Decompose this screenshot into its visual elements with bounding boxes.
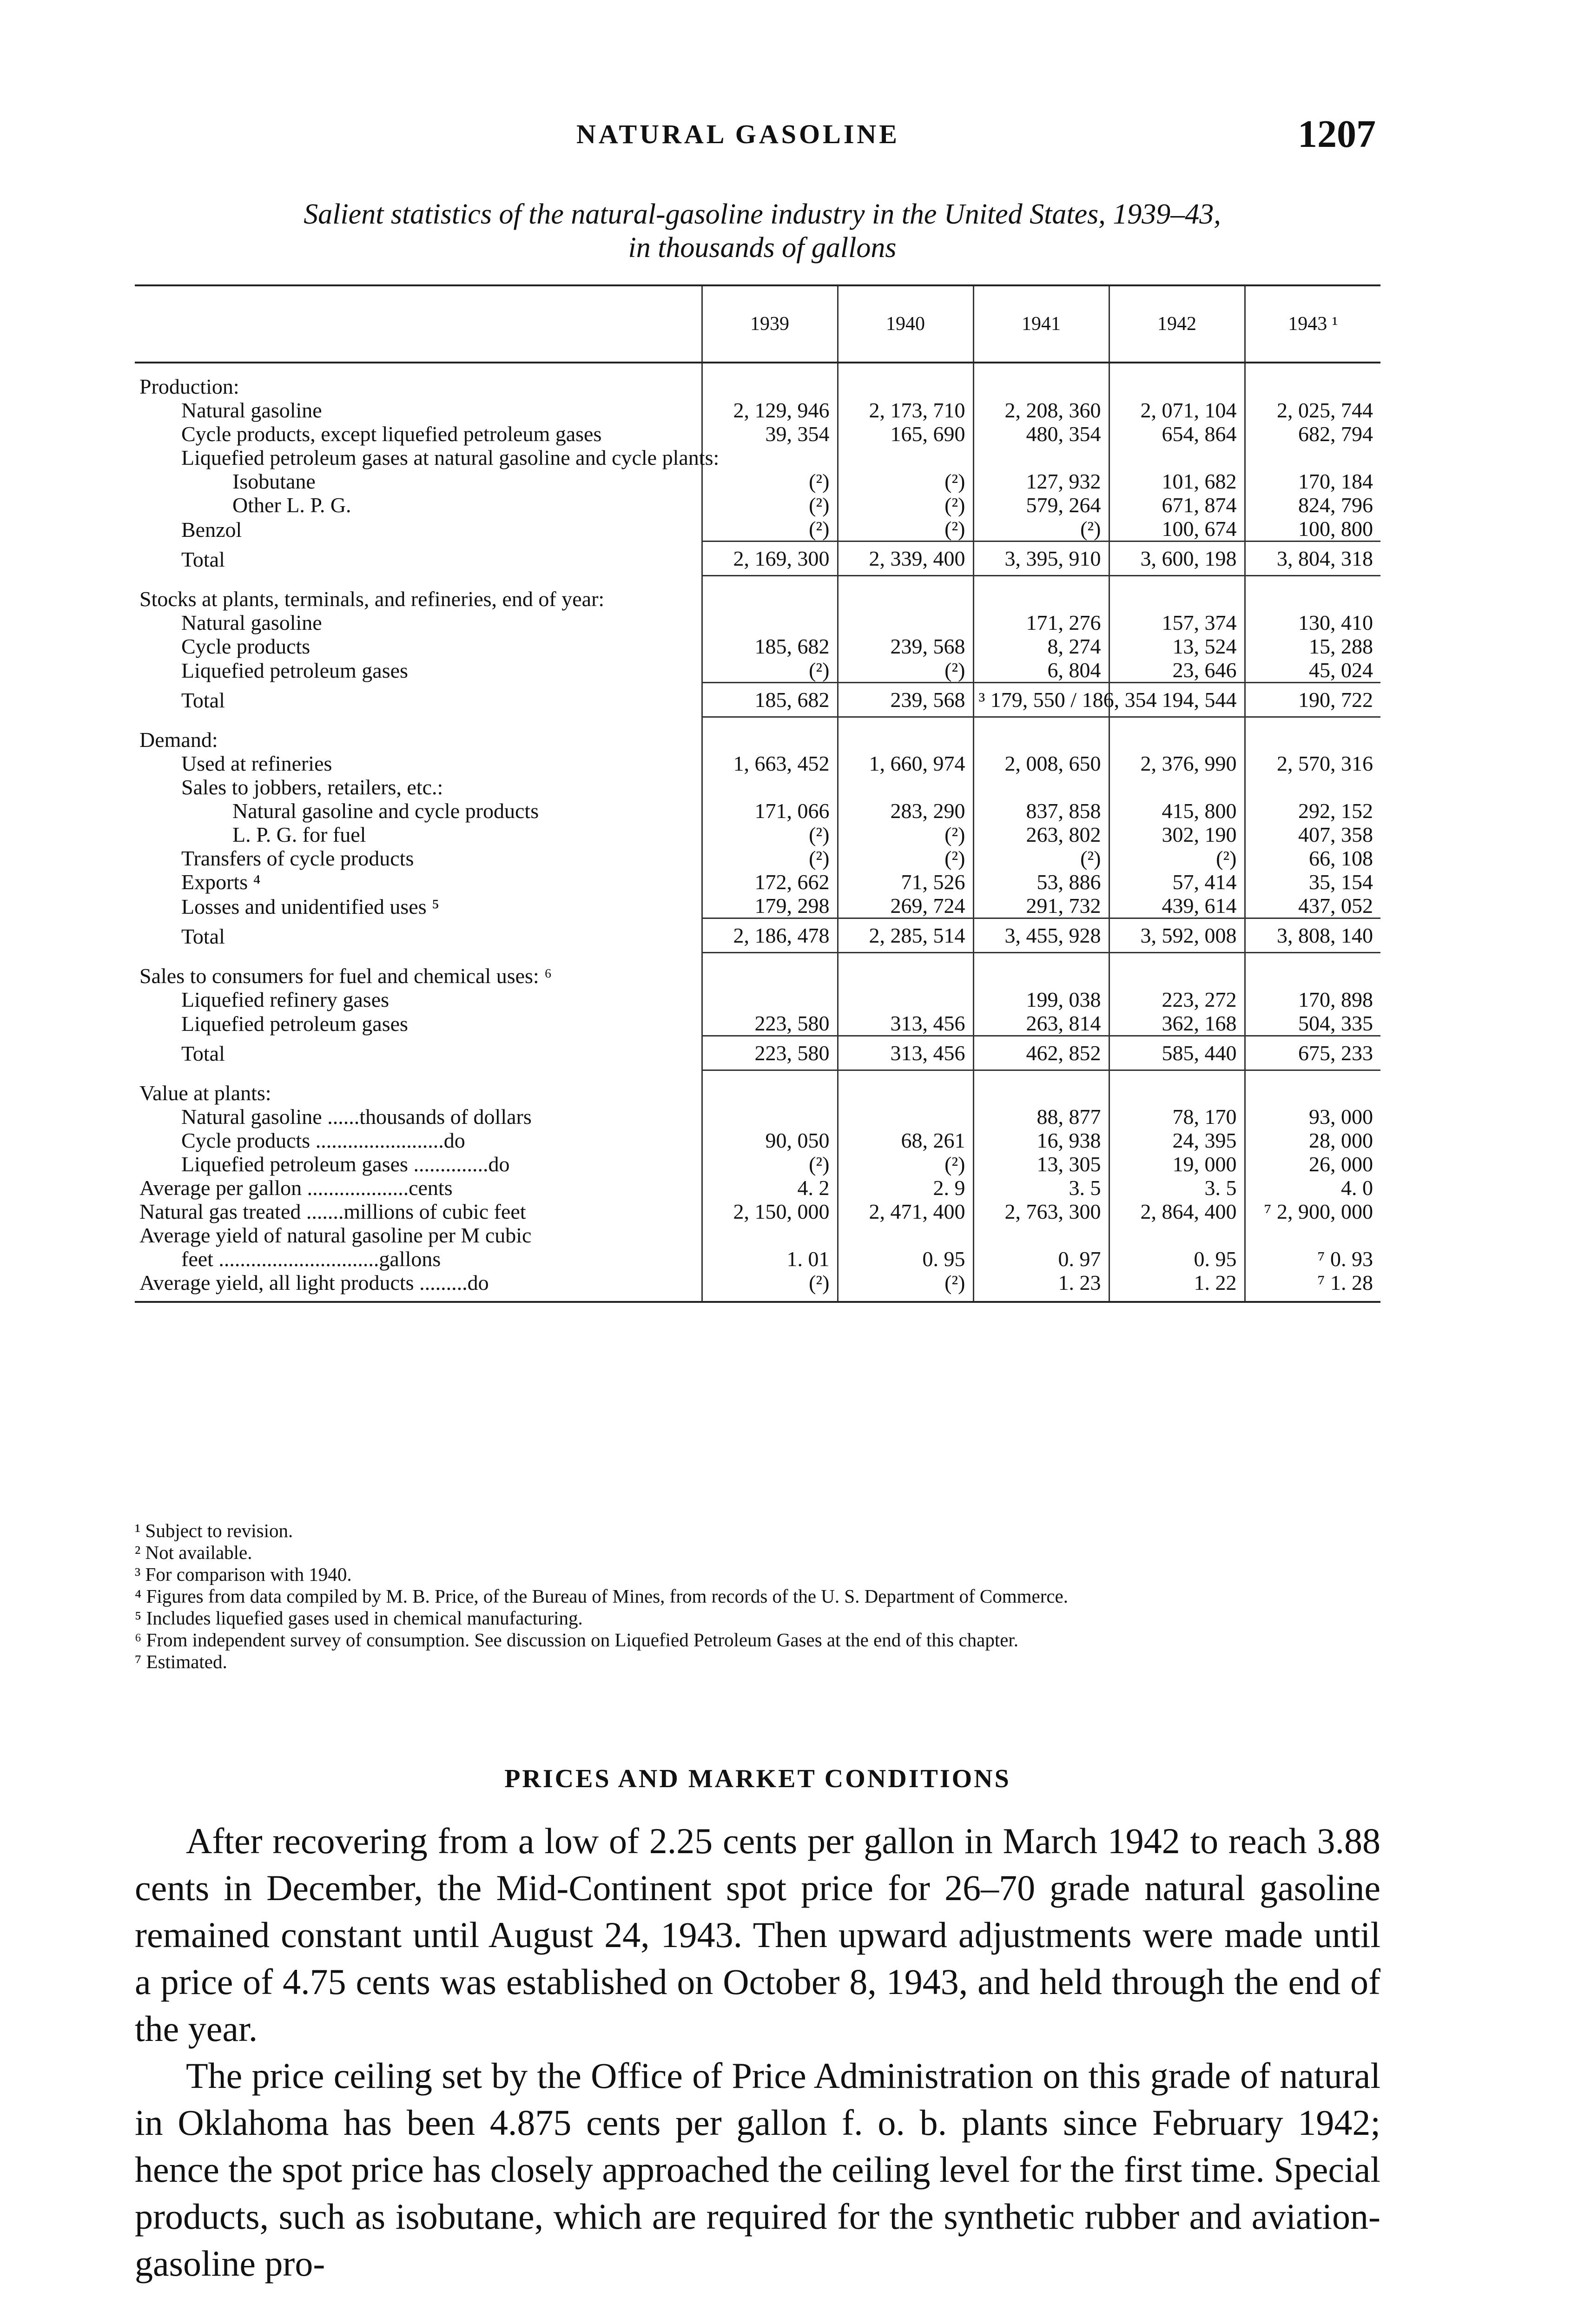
table-cell: 1. 23 — [973, 1271, 1109, 1302]
table-cell: 2, 173, 710 — [838, 398, 973, 422]
table-cell: (²) — [1109, 846, 1245, 870]
table-cell: 66, 108 — [1245, 846, 1380, 870]
row-label: Cycle products ........................do — [181, 1129, 465, 1152]
section-heading-row — [135, 576, 1380, 611]
total-cell: 2, 186, 478 — [702, 918, 838, 953]
total-label: Total — [181, 924, 225, 948]
table-row — [135, 611, 1380, 634]
row-label: Other L. P. G. — [232, 493, 351, 517]
section-heading-cell: Sales to consumers for fuel and chemical uses: ⁶ — [139, 964, 552, 988]
table-cell: 1, 663, 452 — [702, 752, 838, 775]
row-label: Average per gallon ...................cents — [139, 1176, 453, 1200]
table-cell — [838, 446, 973, 469]
row-label: L. P. G. for fuel — [232, 823, 366, 846]
table-cell: 179, 298 — [702, 894, 838, 918]
table-cell — [973, 775, 1109, 799]
table-cell-empty — [838, 717, 973, 752]
row-label: Sales to jobbers, retailers, etc.: — [181, 775, 443, 799]
table-cell: 78, 170 — [1109, 1105, 1245, 1129]
row-label: Cycle products, except liquefied petroleum gases — [181, 422, 602, 446]
section-heading-row — [135, 363, 1380, 398]
footnote: ² Not available. — [135, 1542, 252, 1563]
footnote: ¹ Subject to revision. — [135, 1520, 293, 1541]
row-label: Benzol — [181, 517, 242, 541]
table-cell-empty — [1245, 363, 1380, 398]
table-cell — [838, 988, 973, 1011]
table-body — [135, 363, 1380, 1302]
table-cell-empty — [1109, 363, 1245, 398]
total-cell: 194, 544 — [1109, 682, 1245, 717]
table-row — [135, 823, 1380, 846]
table-cell: 2, 763, 300 — [973, 1200, 1109, 1223]
table-cell: 2, 471, 400 — [838, 1200, 973, 1223]
table-cell-empty — [1109, 576, 1245, 611]
footnote: ⁴ Figures from data compiled by M. B. Price, of the Bureau of Mines, from records of the U. S. Department of Commerce. — [135, 1585, 1068, 1607]
total-cell: 313, 456 — [838, 1036, 973, 1070]
table-row — [135, 1152, 1380, 1176]
table-cell: 480, 354 — [973, 422, 1109, 446]
total-row — [135, 918, 1380, 953]
table-cell-empty — [973, 363, 1109, 398]
table-cell — [1109, 1223, 1245, 1247]
table-cell: 130, 410 — [1245, 611, 1380, 634]
total-row — [135, 1036, 1380, 1070]
table-cell: (²) — [702, 469, 838, 493]
table-cell-empty — [702, 363, 838, 398]
table-cell: 100, 800 — [1245, 517, 1380, 541]
section-heading-cell: Stocks at plants, terminals, and refineries, end of year: — [139, 587, 605, 611]
table-cell — [1109, 446, 1245, 469]
table-cell: 15, 288 — [1245, 634, 1380, 658]
footnote: ⁵ Includes liquefied gases used in chemical manufacturing. — [135, 1607, 583, 1629]
table-cell: 3. 5 — [973, 1176, 1109, 1200]
table-cell: 39, 354 — [702, 422, 838, 446]
table-cell-empty — [1109, 717, 1245, 752]
table-row — [135, 1176, 1380, 1200]
table-cell: 504, 335 — [1245, 1011, 1380, 1036]
row-label: feet ..............................gallons — [181, 1247, 441, 1271]
table-cell: (²) — [702, 823, 838, 846]
table-cell: 263, 814 — [973, 1011, 1109, 1036]
table-cell-empty — [702, 717, 838, 752]
total-row — [135, 541, 1380, 576]
body-text — [135, 1817, 1380, 2287]
table-cell: 291, 732 — [973, 894, 1109, 918]
table-cell: 8, 274 — [973, 634, 1109, 658]
row-label: Used at refineries — [181, 752, 332, 775]
table-cell — [702, 775, 838, 799]
table-cell — [973, 1223, 1109, 1247]
table-cell: 2, 376, 990 — [1109, 752, 1245, 775]
table-cell: (²) — [838, 517, 973, 541]
table-row — [135, 1011, 1380, 1036]
table-cell: 6, 804 — [973, 658, 1109, 683]
table-cell: 439, 614 — [1109, 894, 1245, 918]
table-cell: 185, 682 — [702, 634, 838, 658]
table-row — [135, 446, 1380, 469]
table-cell — [702, 1105, 838, 1129]
table-row — [135, 894, 1380, 918]
row-label: Liquefied petroleum gases ..............do — [181, 1152, 510, 1176]
table-cell: (²) — [702, 493, 838, 517]
total-cell: 185, 682 — [702, 682, 838, 717]
row-label: Losses and unidentified uses ⁵ — [181, 894, 440, 918]
section-heading-cell: Demand: — [139, 728, 218, 752]
table-cell: 170, 184 — [1245, 469, 1380, 493]
table-cell: 71, 526 — [838, 870, 973, 894]
table-row — [135, 752, 1380, 775]
table-cell: 57, 414 — [1109, 870, 1245, 894]
table-cell — [838, 611, 973, 634]
table-row — [135, 846, 1380, 870]
table-row — [135, 870, 1380, 894]
table-cell: 415, 800 — [1109, 799, 1245, 823]
row-label: Natural gasoline ......thousands of dollars — [181, 1105, 532, 1129]
table-cell: 45, 024 — [1245, 658, 1380, 683]
table-cell: 13, 524 — [1109, 634, 1245, 658]
table-header-row — [135, 285, 1380, 363]
table-cell-empty — [1109, 953, 1245, 988]
table-cell: (²) — [838, 469, 973, 493]
table-cell: 165, 690 — [838, 422, 973, 446]
caption-line-1: Salient statistics of the natural-gasoline industry in the United States, 1939–43, — [304, 198, 1221, 230]
table-cell: 407, 358 — [1245, 823, 1380, 846]
total-cell: 3, 395, 910 — [973, 541, 1109, 576]
total-cell: 462, 852 — [973, 1036, 1109, 1070]
table-row — [135, 658, 1380, 683]
table-cell: 263, 802 — [973, 823, 1109, 846]
table-cell — [1245, 775, 1380, 799]
table-cell-empty — [838, 1070, 973, 1105]
table-row — [135, 775, 1380, 799]
table-cell-empty — [838, 576, 973, 611]
total-cell: 675, 233 — [1245, 1036, 1380, 1070]
table-cell: (²) — [838, 493, 973, 517]
total-cell: 3, 808, 140 — [1245, 918, 1380, 953]
table-cell-empty — [973, 717, 1109, 752]
table-caption — [135, 198, 1390, 264]
column-header-year: 1942 — [1109, 285, 1245, 363]
table-cell: 824, 796 — [1245, 493, 1380, 517]
row-label: Natural gasoline — [181, 610, 322, 634]
row-label: Transfers of cycle products — [181, 846, 414, 870]
table-cell: 223, 272 — [1109, 988, 1245, 1011]
table-cell: 223, 580 — [702, 1011, 838, 1036]
table-cell — [838, 1105, 973, 1129]
table-row — [135, 422, 1380, 446]
total-cell: 3, 804, 318 — [1245, 541, 1380, 576]
row-label: Natural gasoline and cycle products — [232, 799, 539, 823]
table-cell: 26, 000 — [1245, 1152, 1380, 1176]
table-cell: 283, 290 — [838, 799, 973, 823]
table-cell: (²) — [973, 517, 1109, 541]
table-cell-empty — [1245, 953, 1380, 988]
table-cell: (²) — [838, 1271, 973, 1302]
total-cell: 585, 440 — [1109, 1036, 1245, 1070]
statistics-table — [135, 284, 1380, 1303]
table-cell: 1. 01 — [702, 1247, 838, 1271]
section-heading-row — [135, 717, 1380, 752]
footnote: ⁷ Estimated. — [135, 1651, 227, 1672]
total-row — [135, 682, 1380, 717]
table-row — [135, 1200, 1380, 1223]
row-label: Exports ⁴ — [181, 870, 261, 894]
table-row — [135, 634, 1380, 658]
table-cell: 2, 864, 400 — [1109, 1200, 1245, 1223]
table-cell: (²) — [973, 846, 1109, 870]
table-cell: 2, 570, 316 — [1245, 752, 1380, 775]
table-cell: 2, 208, 360 — [973, 398, 1109, 422]
table-row — [135, 398, 1380, 422]
table-cell — [838, 1223, 973, 1247]
table-row — [135, 1223, 1380, 1247]
table-cell: 101, 682 — [1109, 469, 1245, 493]
table-cell: 199, 038 — [973, 988, 1109, 1011]
table-cell: 0. 95 — [838, 1247, 973, 1271]
table-cell-empty — [1245, 576, 1380, 611]
table-cell: 35, 154 — [1245, 870, 1380, 894]
table-cell: 2, 008, 650 — [973, 752, 1109, 775]
table-row — [135, 493, 1380, 517]
table-cell — [1245, 446, 1380, 469]
footnote: ³ For comparison with 1940. — [135, 1564, 352, 1585]
table-cell: ⁷ 1. 28 — [1245, 1271, 1380, 1302]
footnotes — [135, 1520, 1380, 1673]
column-header-year: 1939 — [702, 285, 838, 363]
table-cell: 23, 646 — [1109, 658, 1245, 683]
table-cell — [973, 446, 1109, 469]
total-cell: 239, 568 — [838, 682, 973, 717]
table-cell — [1109, 775, 1245, 799]
table-row — [135, 799, 1380, 823]
table-cell: 2, 071, 104 — [1109, 398, 1245, 422]
table-cell — [702, 446, 838, 469]
table-cell-empty — [702, 576, 838, 611]
table-cell: 1, 660, 974 — [838, 752, 973, 775]
table-cell-empty — [702, 1070, 838, 1105]
table-cell — [702, 1223, 838, 1247]
table-cell: 13, 305 — [973, 1152, 1109, 1176]
table-cell-empty — [973, 953, 1109, 988]
table-cell — [838, 775, 973, 799]
table-cell: 170, 898 — [1245, 988, 1380, 1011]
paragraph: The price ceiling set by the Office of Price Administration on this grade of natural in Oklahoma has been 4.875 cents per gallon f. o. b. plants since February 1942; hence the spot price has closely approached the ceiling level for the first time. Special products, such as isobutane, which are required for the synthetic rubber and aviation-gasoline pro- — [135, 2055, 1380, 2284]
table-cell: 100, 674 — [1109, 517, 1245, 541]
table-cell: 313, 456 — [838, 1011, 973, 1036]
row-label: Liquefied refinery gases — [181, 987, 390, 1011]
section-heading: PRICES AND MARKET CONDITIONS — [504, 1764, 1011, 1793]
table-cell: (²) — [838, 846, 973, 870]
total-cell: 3, 455, 928 — [973, 918, 1109, 953]
section-heading-cell: Production: — [139, 375, 239, 398]
table-cell: 302, 190 — [1109, 823, 1245, 846]
table-cell: (²) — [838, 1152, 973, 1176]
total-label: Total — [181, 688, 225, 712]
table-cell-empty — [1109, 1070, 1245, 1105]
footnote: ⁶ From independent survey of consumption. See discussion on Liquefied Petroleum Gases at the end of this chapter. — [135, 1629, 1019, 1651]
table-cell: 28, 000 — [1245, 1129, 1380, 1152]
table-row — [135, 1271, 1380, 1302]
row-label: Isobutane — [232, 469, 316, 493]
table-cell-empty — [838, 363, 973, 398]
table-cell: (²) — [702, 517, 838, 541]
table-cell: 172, 662 — [702, 870, 838, 894]
table-cell-empty — [973, 576, 1109, 611]
running-head: NATURAL GASOLINE — [576, 119, 900, 149]
table-cell — [702, 611, 838, 634]
table-cell: 654, 864 — [1109, 422, 1245, 446]
row-label: Liquefied petroleum gases at natural gasoline and cycle plants: — [181, 446, 720, 469]
section-heading-row — [135, 1070, 1380, 1105]
column-header-label — [135, 285, 702, 363]
table-cell: 362, 168 — [1109, 1011, 1245, 1036]
total-cell: 2, 339, 400 — [838, 541, 973, 576]
section-heading-row — [135, 953, 1380, 988]
table-cell: (²) — [838, 823, 973, 846]
table-cell: 19, 000 — [1109, 1152, 1245, 1176]
table-cell: 2, 129, 946 — [702, 398, 838, 422]
column-header-year: 1943 ¹ — [1245, 285, 1380, 363]
row-label: Natural gas treated .......millions of cubic feet — [139, 1200, 526, 1223]
table-cell: (²) — [838, 658, 973, 683]
table-row — [135, 988, 1380, 1011]
table-cell: 671, 874 — [1109, 493, 1245, 517]
table-cell: 4. 0 — [1245, 1176, 1380, 1200]
table-cell-empty — [1245, 1070, 1380, 1105]
table-cell-empty — [838, 953, 973, 988]
total-cell: 3, 592, 008 — [1109, 918, 1245, 953]
total-label: Total — [181, 1042, 225, 1065]
table-cell: ⁷ 2, 900, 000 — [1245, 1200, 1380, 1223]
row-label: Average yield, all light products .........do — [135, 1271, 702, 1302]
table-row — [135, 1129, 1380, 1152]
total-cell: 223, 580 — [702, 1036, 838, 1070]
table-cell: 171, 276 — [973, 611, 1109, 634]
table-cell: 4. 2 — [702, 1176, 838, 1200]
column-header-year: 1941 — [973, 285, 1109, 363]
table-row — [135, 517, 1380, 541]
table-cell: 0. 97 — [973, 1247, 1109, 1271]
row-label: Average yield of natural gasoline per M cubic — [139, 1223, 532, 1247]
total-cell: 190, 722 — [1245, 682, 1380, 717]
page-number: 1207 — [1298, 112, 1376, 156]
total-cell: ³ 179, 550 / 186, 354 — [973, 682, 1109, 717]
table-cell: 682, 794 — [1245, 422, 1380, 446]
table-cell: 127, 932 — [973, 469, 1109, 493]
table-cell: 93, 000 — [1245, 1105, 1380, 1129]
table-cell: 1. 22 — [1109, 1271, 1245, 1302]
total-cell: 3, 600, 198 — [1109, 541, 1245, 576]
table-cell: ⁷ 0. 93 — [1245, 1247, 1380, 1271]
table-cell: 437, 052 — [1245, 894, 1380, 918]
total-label: Total — [181, 547, 225, 571]
column-header-year: 1940 — [838, 285, 973, 363]
total-cell: 2, 285, 514 — [838, 918, 973, 953]
table-cell: 2, 025, 744 — [1245, 398, 1380, 422]
table-cell-empty — [1245, 717, 1380, 752]
caption-line-2: in thousands of gallons — [628, 232, 897, 264]
row-label: Liquefied petroleum gases — [181, 1012, 408, 1036]
table-cell: 2, 150, 000 — [702, 1200, 838, 1223]
table-cell — [702, 988, 838, 1011]
row-label: Liquefied petroleum gases — [181, 659, 408, 682]
table-cell: 68, 261 — [838, 1129, 973, 1152]
table-cell: 16, 938 — [973, 1129, 1109, 1152]
table-cell: 239, 568 — [838, 634, 973, 658]
table-cell: 90, 050 — [702, 1129, 838, 1152]
table-cell: 53, 886 — [973, 870, 1109, 894]
table-cell-empty — [702, 953, 838, 988]
section-heading-cell: Value at plants: — [139, 1081, 271, 1105]
table-cell: 579, 264 — [973, 493, 1109, 517]
table-cell: (²) — [702, 846, 838, 870]
table-cell: 0. 95 — [1109, 1247, 1245, 1271]
table-cell: 269, 724 — [838, 894, 973, 918]
row-label: Natural gasoline — [181, 398, 322, 422]
table-cell: 88, 877 — [973, 1105, 1109, 1129]
table-cell: (²) — [702, 1152, 838, 1176]
table-cell: 292, 152 — [1245, 799, 1380, 823]
table-cell: 171, 066 — [702, 799, 838, 823]
table-cell: (²) — [702, 1271, 838, 1302]
table-cell: 157, 374 — [1109, 611, 1245, 634]
table-cell: 24, 395 — [1109, 1129, 1245, 1152]
table-cell — [1245, 1223, 1380, 1247]
table-cell: 837, 858 — [973, 799, 1109, 823]
row-label: Cycle products — [181, 634, 310, 658]
table-cell: 2. 9 — [838, 1176, 973, 1200]
table-row — [135, 1105, 1380, 1129]
table-row — [135, 1247, 1380, 1271]
table-cell-empty — [973, 1070, 1109, 1105]
total-cell: 2, 169, 300 — [702, 541, 838, 576]
table-cell: 3. 5 — [1109, 1176, 1245, 1200]
table-row — [135, 469, 1380, 493]
paragraph: After recovering from a low of 2.25 cents per gallon in March 1942 to reach 3.88 cents in December, the Mid-Continent spot price for 26–70 grade natural gasoline remained constant until August 24, 1943. Then upward adjustments were made until a price of 4.75 cents was established on October 8, 1943, and held through the end of the year. — [135, 1821, 1380, 2049]
table-cell: (²) — [702, 658, 838, 683]
